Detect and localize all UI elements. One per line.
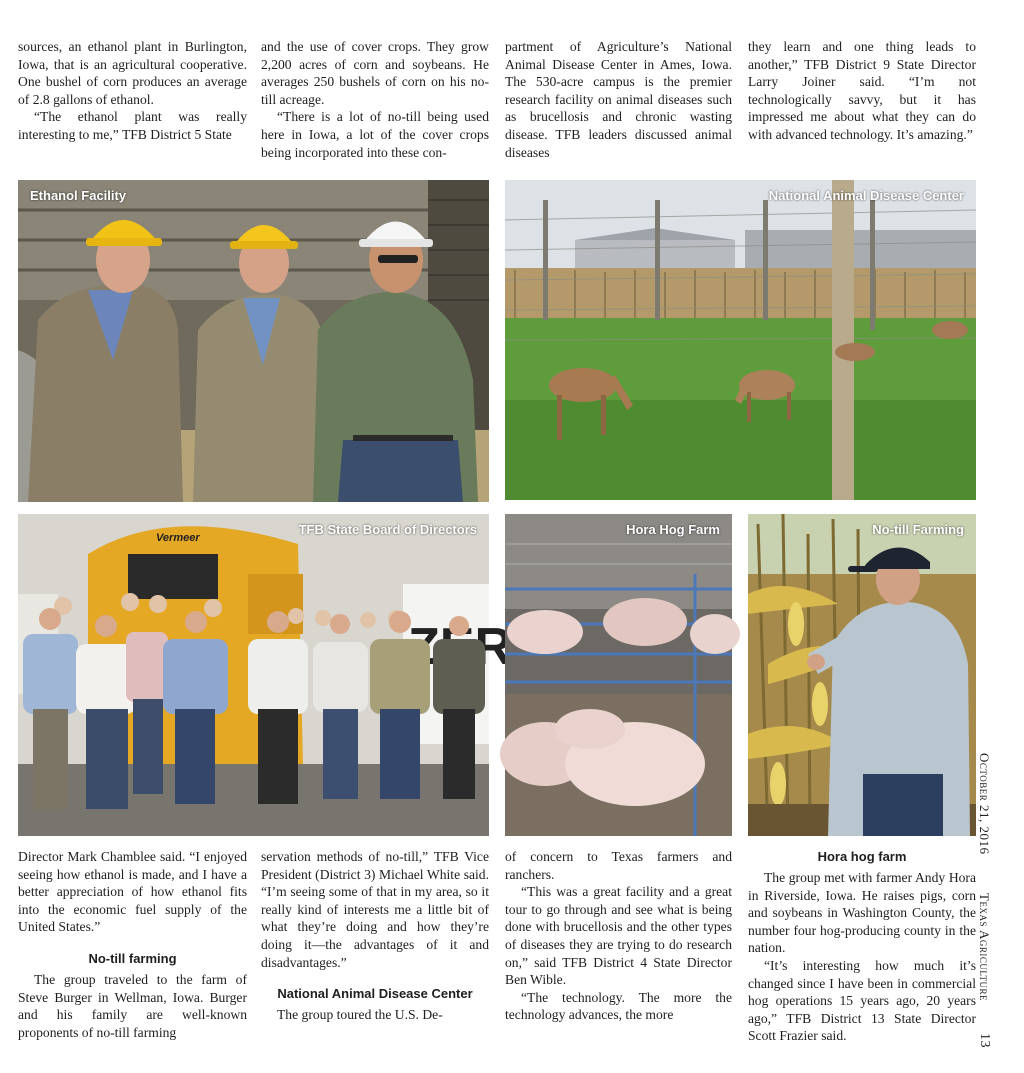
paragraph: The group met with farmer Andy Hora in Riverside, Iowa. He raises pigs, corn and soybeans in Washington County, the number four hog-producing county in the nation. xyxy=(748,870,976,956)
paragraph: servation methods of no-till,” TFB Vice President (District 3) Michael White said. “I’m seeing some of that in my area, so it really kind of interests me a little bit of what they’re doing and how they’re doing it—the advantages of it and disadvantages.” xyxy=(261,849,489,970)
paragraph: The group toured the U.S. De- xyxy=(277,1007,443,1023)
photo-caption: National Animal Disease Center xyxy=(768,188,964,203)
section-heading-no-till: No-till farming xyxy=(88,950,177,966)
article-column-4-bottom xyxy=(748,848,976,1045)
paragraph: Director Mark Chamblee said. “I enjoyed seeing how ethanol is made, and I have a better appreciation of how ethanol fits into the economic fuel supply of the United States.” xyxy=(18,849,247,935)
paragraph: “There is a lot of no-till being used here in Iowa, a lot of the cover crops being incorporated into these con- xyxy=(261,109,489,160)
paragraph: “The ethanol plant was really interesting to me,” TFB District 5 State xyxy=(18,109,247,142)
photo-caption: No-till Farming xyxy=(872,522,964,537)
article-column-1-bottom xyxy=(18,848,247,1041)
photo-caption: TFB State Board of Directors xyxy=(298,522,477,537)
paragraph: partment of Agriculture’s National Animal Disease Center in Ames, Iowa. The 530-acre campus is the premier research facility on animal diseases such as brucellosis and chronic wasting disease. TFB leaders discussed animal diseases xyxy=(505,39,732,160)
paragraph: “It’s interesting how much it’s changed since I have been in commercial hog operations 15 years ago, 20 years ago,” TFB District 13 State Director Scott Frazier said. xyxy=(748,957,976,1044)
section-heading-nadc: National Animal Disease Center xyxy=(277,986,473,1002)
page-number: 13 xyxy=(977,1033,992,1048)
article-column-3-top xyxy=(505,38,732,161)
paragraph: they learn and one thing leads to another,” TFB District 9 State Director Larry Joiner said. “I’m not technologically savvy, but it has impressed me about what they can do with advanced technology. It’s amazing.” xyxy=(748,39,976,142)
article-column-2-bottom xyxy=(261,848,489,1024)
board-group-illustration xyxy=(18,514,489,836)
hog-pen-illustration xyxy=(505,514,732,836)
issue-date: October 21, 2016 xyxy=(977,753,992,855)
paragraph: “The technology. The more the technology advances, the more xyxy=(505,989,732,1023)
paragraph: sources, an ethanol plant in Burlington, Iowa, that is an agricultural cooperative. One bushel of corn produces an average of 2.8 gallons of ethanol. xyxy=(18,39,247,107)
photo-caption: Hora Hog Farm xyxy=(626,522,720,537)
photo-no-till-farming xyxy=(748,514,976,836)
paragraph: The group traveled to the farm of Steve Burger in Wellman, Iowa. Burger and his family are well-known proponents of no-till farming xyxy=(18,971,247,1040)
deer-field-illustration xyxy=(505,180,976,500)
article-column-3-bottom xyxy=(505,848,732,1024)
section-heading-hora-hog-farm: Hora hog farm xyxy=(817,849,907,864)
article-column-4-top xyxy=(748,38,976,144)
ethanol-facility-illustration xyxy=(18,180,489,502)
photo-tfb-state-board xyxy=(18,514,489,836)
article-column-2-top xyxy=(261,38,489,161)
photo-ethanol-facility xyxy=(18,180,489,502)
photo-caption: Ethanol Facility xyxy=(30,188,127,203)
publication-name: Texas Agriculture xyxy=(977,893,992,1002)
paragraph: “This was a great facility and a great tour to go through and see what is being done with brucellosis and the other types of diseases they are trying to do research on,” said TFB District 4 State Director Ben Wible. xyxy=(505,884,732,988)
photo-national-animal-disease-center xyxy=(505,180,976,500)
machine-brand-text: Vermeer xyxy=(156,532,200,544)
article-column-1-top xyxy=(18,38,247,144)
corn-field-illustration xyxy=(748,514,976,836)
photo-hora-hog-farm xyxy=(505,514,732,836)
paragraph: and the use of cover crops. They grow 2,200 acres of corn and soybeans. He averages 250 bushels of corn on his no-till acreage. xyxy=(261,39,489,107)
paragraph: of concern to Texas farmers and ranchers. xyxy=(505,849,732,882)
